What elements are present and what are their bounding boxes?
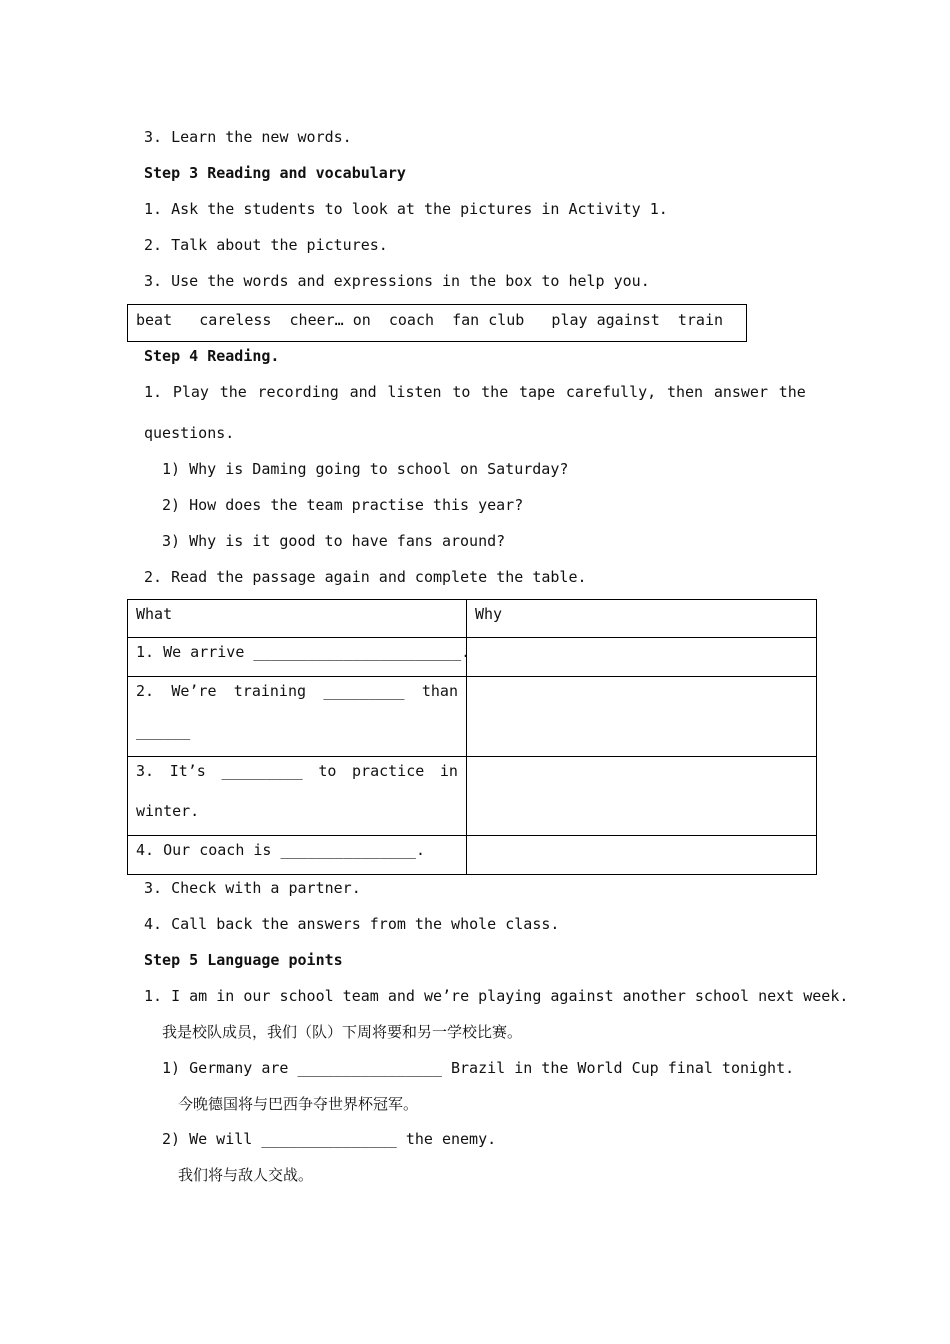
what-why-table xyxy=(127,599,817,875)
vocabulary-box xyxy=(127,304,747,342)
step4-item-2: 2. Read the passage again and complete the table. xyxy=(144,568,587,586)
table-row-3-why[interactable] xyxy=(467,757,817,836)
header-what-label: What xyxy=(136,605,173,623)
step5-heading: Step 5 Language points xyxy=(144,951,343,969)
example-2-english: 2) We will _______________ the enemy. xyxy=(162,1130,497,1148)
table-row-4-why[interactable] xyxy=(467,836,817,875)
header-what xyxy=(128,600,467,638)
word: the xyxy=(481,383,509,401)
question-2: 2) How does the team practise this year? xyxy=(162,496,524,514)
word: training xyxy=(233,682,307,700)
step4-item-4: 4. Call back the answers from the whole class. xyxy=(144,915,560,933)
word: answer xyxy=(713,383,768,401)
word: 3. xyxy=(136,762,155,780)
step4-item-1-cont: questions. xyxy=(144,424,235,442)
example-1-chinese: 今晚德国将与巴西争夺世界杯冠军。 xyxy=(178,1095,419,1113)
word: tape xyxy=(519,383,556,401)
word: practice xyxy=(352,762,425,780)
step3-heading: Step 3 Reading and vocabulary xyxy=(144,164,406,182)
step3-item-3: 3. Use the words and expressions in the box to help you. xyxy=(144,272,650,290)
word: to xyxy=(452,383,471,401)
row-2-line-2: ______ xyxy=(136,722,191,740)
header-why xyxy=(467,600,817,638)
row-3-line-2: winter. xyxy=(136,802,200,820)
step3-item-2: 2. Talk about the pictures. xyxy=(144,236,388,254)
row-1-text: 1. We arrive _______________________. xyxy=(136,643,471,661)
word: carefully, xyxy=(565,383,657,401)
step3-item-1: 1. Ask the students to look at the pictures in Activity 1. xyxy=(144,200,668,218)
step2-item-3: 3. Learn the new words. xyxy=(144,128,352,146)
step4-item-1 xyxy=(144,383,806,401)
word: listen xyxy=(387,383,442,401)
table-row-3-what xyxy=(128,757,467,836)
row-3-line-1 xyxy=(136,762,458,780)
question-3: 3) Why is it good to have fans around? xyxy=(162,532,506,550)
table-row-2-why[interactable] xyxy=(467,677,817,757)
word: It’s xyxy=(169,762,206,780)
table-row-2-what xyxy=(128,677,467,757)
word: in xyxy=(439,762,458,780)
word: _________ xyxy=(323,682,405,700)
row-2-line-1 xyxy=(136,682,458,700)
word: to xyxy=(318,762,337,780)
point-1-english: 1. I am in our school team and we’re playing against another school next week. xyxy=(144,987,849,1005)
vocabulary-words: beat careless cheer… on coach fan club play against train xyxy=(136,311,723,329)
example-2-chinese: 我们将与敌人交战。 xyxy=(178,1166,314,1184)
word: 2. xyxy=(136,682,155,700)
point-1-chinese: 我是校队成员，我们（队）下周将要和另一学校比赛。 xyxy=(162,1023,523,1041)
word: than xyxy=(421,682,458,700)
word: then xyxy=(666,383,704,401)
example-1-english: 1) Germany are ________________ Brazil in the World Cup final tonight. xyxy=(162,1059,795,1077)
step4-heading: Step 4 Reading. xyxy=(144,347,280,365)
word: and xyxy=(349,383,377,401)
step4-item-3: 3. Check with a partner. xyxy=(144,879,361,897)
word: _________ xyxy=(221,762,303,780)
word: 1. xyxy=(144,383,163,401)
question-1: 1) Why is Daming going to school on Saturday? xyxy=(162,460,569,478)
header-why-label: Why xyxy=(475,605,503,623)
word: Play xyxy=(172,383,209,401)
word: the xyxy=(219,383,247,401)
row-4-text: 4. Our coach is _______________. xyxy=(136,841,425,859)
table-row-1-why[interactable] xyxy=(467,638,817,677)
table-row-4-what xyxy=(128,836,467,875)
word: the xyxy=(778,383,806,401)
table-row-1-what xyxy=(128,638,471,677)
word: recording xyxy=(257,383,339,401)
word: We’re xyxy=(171,682,217,700)
